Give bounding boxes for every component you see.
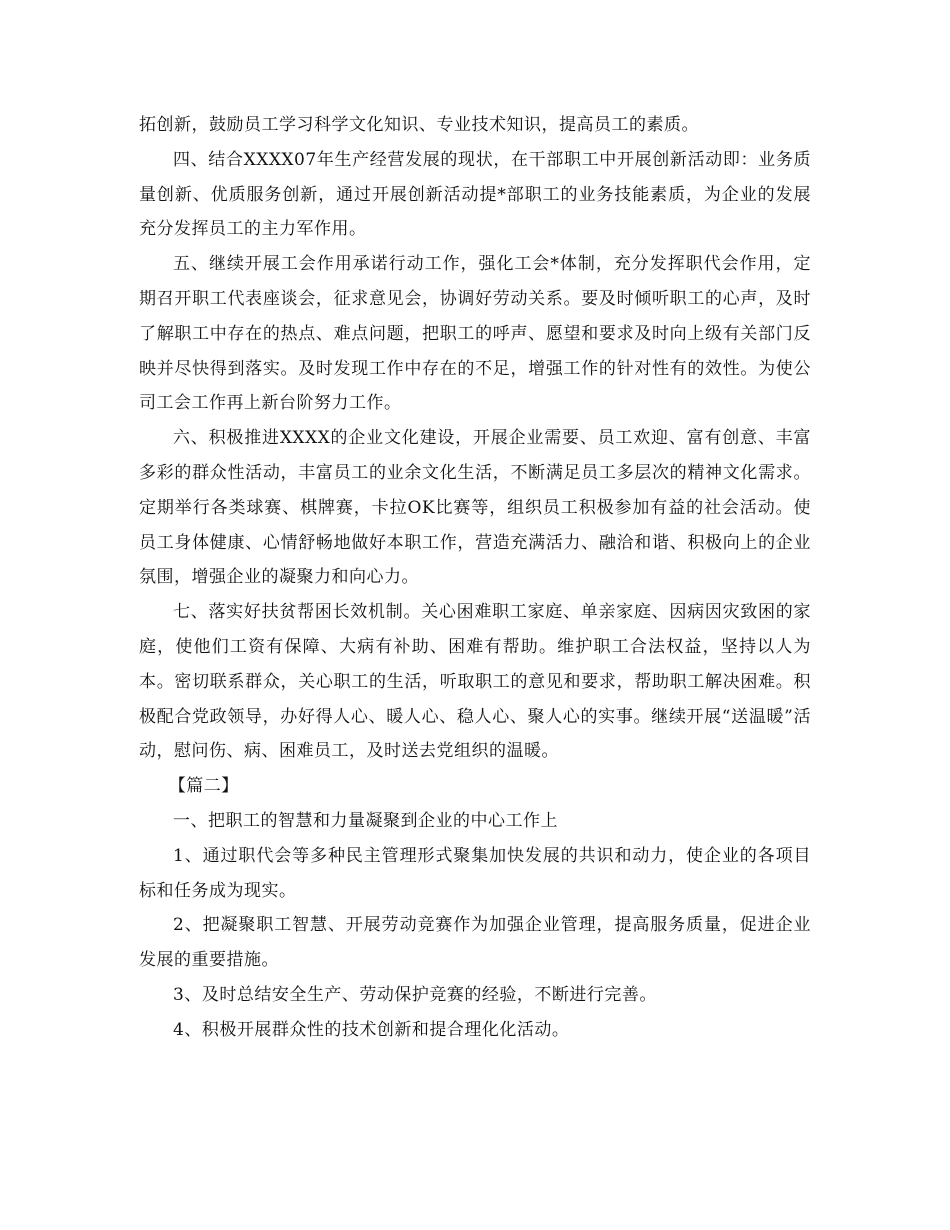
paragraph-item-4: 四、结合XXXX07年生产经营发展的现状，在干部职工中开展创新活动即：业务质量创新、优质服务创新，通过开展创新活动提*部职工的业务技能素质，为企业的发展充分发挥员工的主力军作用。: [139, 149, 811, 240]
list-item-4: 4、积极开展群众性的技术创新和提合理化化活动。: [173, 1019, 570, 1040]
paragraph-continuation: 拓创新，鼓励员工学习科学文化知识、专业技术知识，提高员工的素质。: [139, 115, 699, 135]
paragraph-item-5: 五、继续开展工会作用承诺行动工作，强化工会*体制，充分发挥职代会作用，定期召开职工代表座谈会，征求意见会，协调好劳动关系。要及时倾听职工的心声，及时了解职工中存在的热点、难点问题，把职工的呼声、愿望和要求及时向上级有关部门反映并尽快得到落实。及时发现工作中存在的不足，增强工作的针对性有的效性。为使公司工会工作再上新台阶努力工作。: [139, 254, 811, 414]
list-item-1: 1、通过职代会等多种民主管理形式聚集加快发展的共识和动力，使企业的各项目标和任务成为现实。: [139, 845, 811, 901]
section-heading: 【篇二】: [168, 776, 239, 797]
list-item-2: 2、把凝聚职工智慧、开展劳动竞赛作为加强企业管理，提高服务质量，促进企业发展的重要措施。: [139, 915, 811, 971]
subheading-1: 一、把职工的智慧和力量凝聚到企业的中心工作上: [173, 810, 558, 831]
document-page: [139, 108, 811, 1048]
list-item-3: 3、及时总结安全生产、劳动保护竞赛的经验，不断进行完善。: [173, 984, 657, 1005]
paragraph-item-6: 六、积极推进XXXX的企业文化建设，开展企业需要、员工欢迎、富有创意、丰富多彩的群众性活动，丰富员工的业余文化生活，不断满足员工多层次的精神文化需求。定期举行各类球赛、棋牌赛，卡拉OK比赛等，组织员工积极参加有益的社会活动。使员工身体健康、心情舒畅地做好本职工作，营造充满活力、融洽和谐、积极向上的企业氛围，增强企业的凝聚力和向心力。: [139, 428, 811, 588]
paragraph-item-7: 七、落实好扶贫帮困长效机制。关心困难职工家庭、单亲家庭、因病因灾致困的家庭，使他们工资有保障、大病有补助、困难有帮助。维护职工合法权益，坚持以人为本。密切联系群众，关心职工的生活，听取职工的意见和要求，帮助职工解决困难。积极配合党政领导，办好得人心、暖人心、稳人心、聚人心的实事。继续开展“送温暖”活动，慰问伤、病、困难员工，及时送去党组织的温暖。: [139, 602, 811, 762]
